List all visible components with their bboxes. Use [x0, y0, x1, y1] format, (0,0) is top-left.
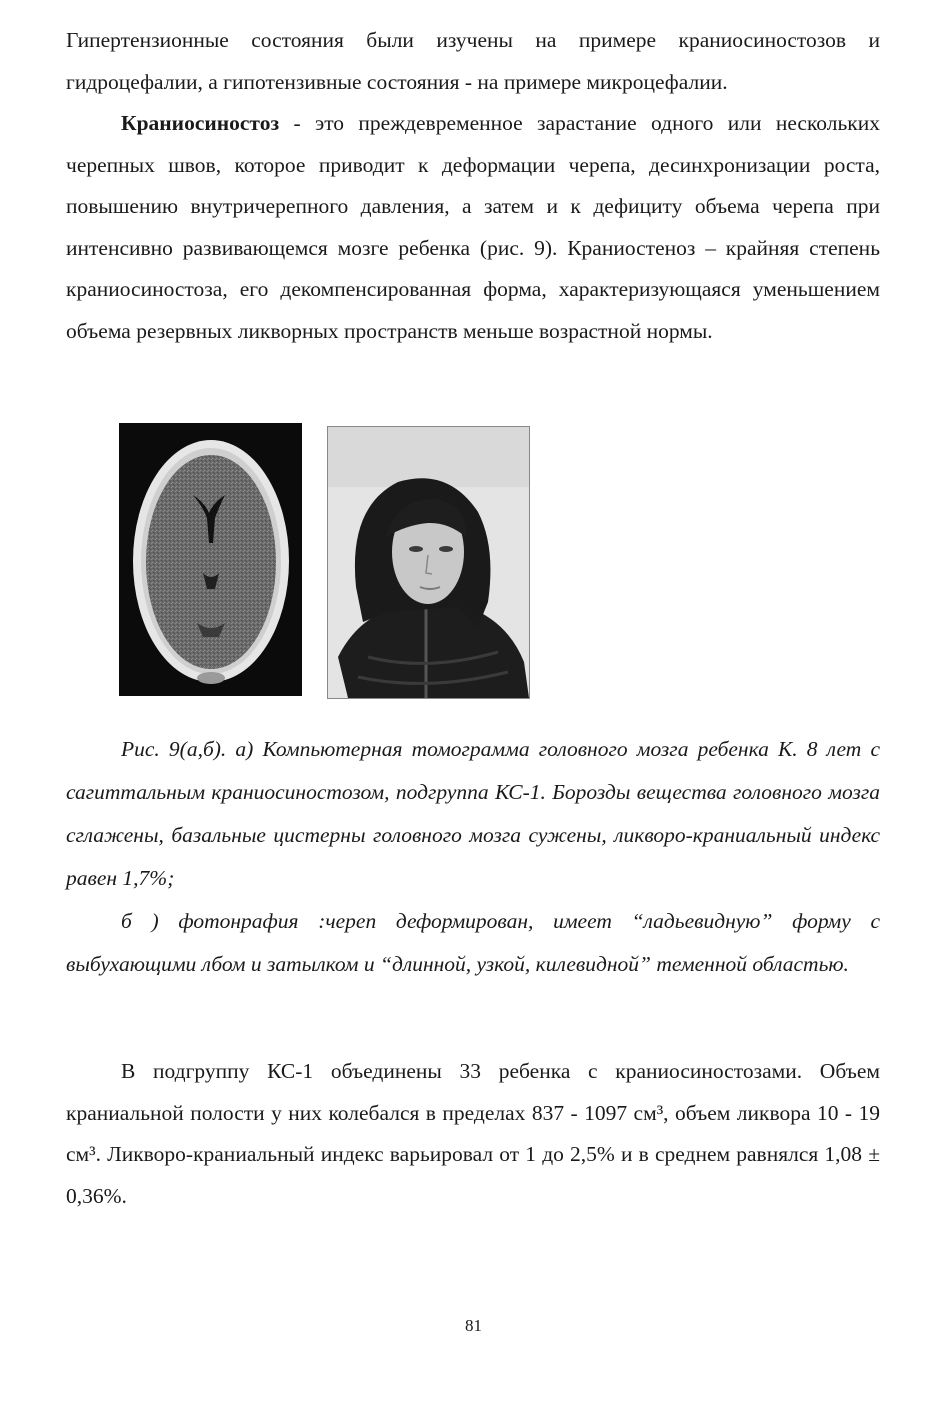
figure-caption [66, 728, 880, 986]
page-number: 81 [465, 1316, 482, 1335]
figure-9 [119, 423, 529, 698]
paragraph-craniosynostosis [66, 103, 880, 352]
ct-scan-image [119, 423, 302, 696]
child-photograph [327, 426, 530, 699]
definition-text: - это преждевременное зарастание одного или нескольких черепных швов, которое приводит к деформации черепа, десинхронизации роста, повышению внутричерепного давления, а затем и к дефициту объема черепа при интенсивно развивающемся мозге ребенка (рис. 9). Краниостеноз – крайняя степень краниосиностоза, его декомпенсированная форма, характеризующаяся уменьшением объема резервных ликворных пространств меньше возрастной нормы. [66, 111, 880, 343]
caption-part-a: Рис. 9(а,б). а) Компьютерная томограмма головного мозга ребенка К. 8 лет с сагиттальным краниосиностозом, подгруппа КС-1. Борозды вещества головного мозга сглажены, базальные цистерны головного мозга сужены, ликворо-краниальный индекс равен 1,7%; [66, 737, 880, 890]
intro-section [66, 20, 880, 352]
paragraph-subgroup: В подгруппу КС-1 объединены 33 ребенка с краниосиностозами. Объем краниальной полости у них колебался в пределах 837 - 1097 см³, объем ликвора 10 - 19 см³. Ликворо-краниальный индекс варьировал от 1 до 2,5% и в среднем равнялся 1,08 ± 0,36%. [66, 1059, 880, 1208]
results-section [66, 1051, 880, 1217]
paragraph-hypertension: Гипертензионные состояния были изучены на примере краниосиностозов и гидроцефалии, а гипотензивные состояния - на примере микроцефалии. [66, 28, 880, 94]
term-craniosynostosis: Краниосиностоз [121, 111, 280, 135]
caption-part-b: б ) фотонрафия :череп деформирован, имеет “ладьевидную” форму с выбухающими лбом и затылком и “длинной, узкой, килевидной” теменной областью. [66, 909, 880, 976]
